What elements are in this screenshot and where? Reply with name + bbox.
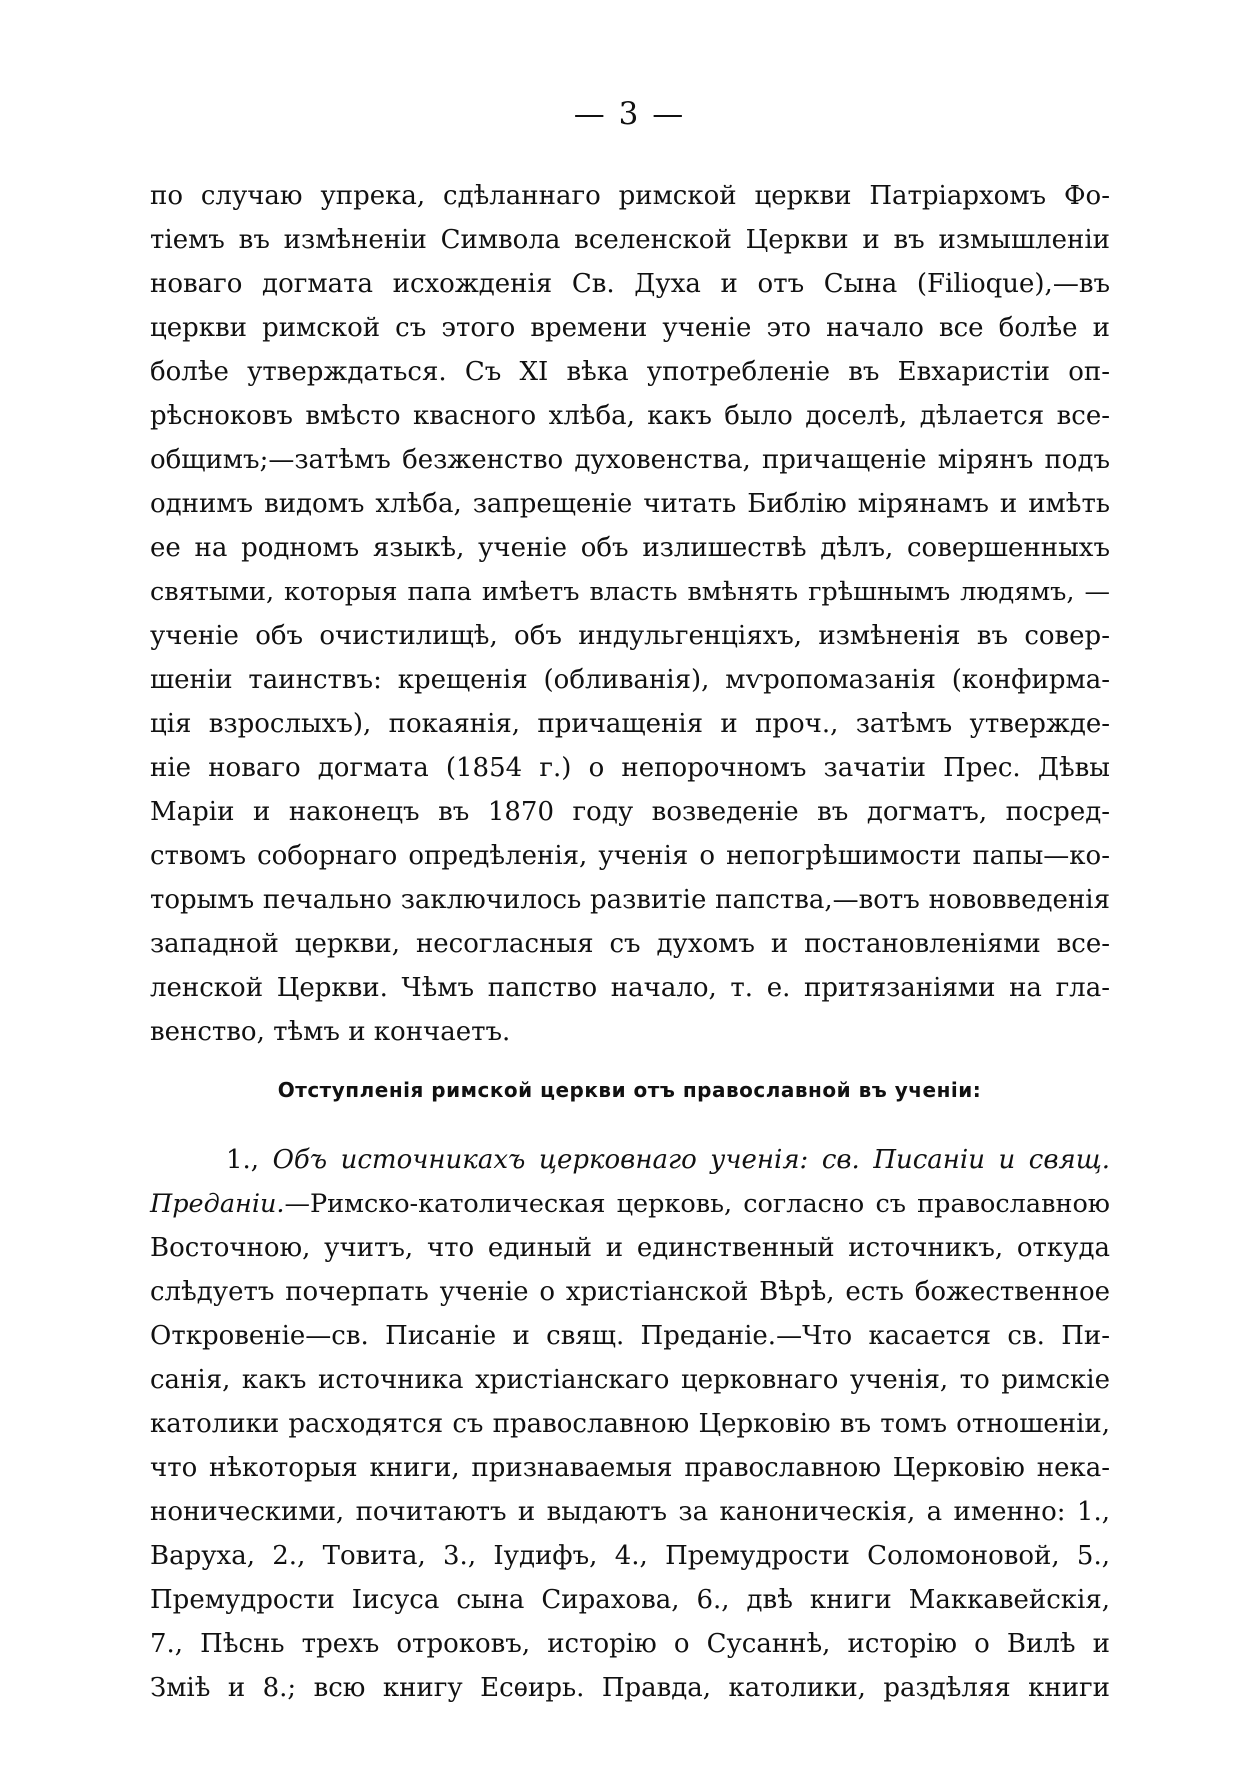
text-line: общимъ;—затѣмъ безженство духовенства, причащеніе мірянъ подъ bbox=[150, 445, 1110, 475]
text-line: церкви римской съ этого времени ученіе это начало все болѣе и bbox=[150, 313, 1110, 343]
text-line: что нѣкоторыя книги, признаваемыя православною Церковію нека- bbox=[150, 1453, 1110, 1483]
text-line bbox=[150, 1184, 1110, 1224]
item-number: 1., bbox=[226, 1145, 273, 1175]
text-line: Зміѣ и 8.; всю книгу Есѳирь. Правда, католики, раздѣляя книги bbox=[150, 1673, 1110, 1703]
text-line: западной церкви, несогласныя съ духомъ и постановленіями все- bbox=[150, 929, 1110, 959]
text-line: тіемъ въ измѣненіи Символа вселенской Церкви и въ измышленіи bbox=[150, 225, 1110, 255]
text-line: 7., Пѣснь трехъ отроковъ, исторію о Сусаннѣ, исторію о Вилѣ и bbox=[150, 1629, 1110, 1659]
text-line: ее на родномъ языкѣ, ученіе объ излишествѣ дѣлъ, совершенныхъ bbox=[150, 533, 1110, 563]
text-line bbox=[226, 1140, 1110, 1180]
section-heading: Отступленія римской церкви отъ православной въ ученіи: bbox=[277, 1078, 982, 1102]
text-line: Маріи и наконецъ въ 1870 году возведеніе въ догматъ, посред- bbox=[150, 797, 1110, 827]
text-line: Откровеніе—св. Писаніе и свящ. Преданіе.—Что касается св. Пи- bbox=[150, 1321, 1110, 1351]
text-line: однимъ видомъ хлѣба, запрещеніе читать Библію мірянамъ и имѣть bbox=[150, 489, 1110, 519]
text-line: новаго догмата исхожденія Св. Духа и отъ Сына (Filioque),—въ bbox=[150, 269, 1110, 299]
italic-subheading: Объ источникахъ церковнаго ученія: св. Писаніи и свящ. bbox=[272, 1145, 1110, 1175]
text-line: венство, тѣмъ и кончаетъ. bbox=[150, 1017, 511, 1047]
text-line: Премудрости Іисуса сына Сирахова, 6., двѣ книги Маккавейскія, bbox=[150, 1585, 1110, 1615]
text-line: рѣсноковъ вмѣсто квасного хлѣба, какъ было доселѣ, дѣлается все- bbox=[150, 401, 1110, 431]
text-line: ствомъ соборнаго опредѣленія, ученія о непогрѣшимости папы—ко- bbox=[150, 841, 1110, 871]
text-span: —Римско-католическая церковь, согласно съ православною bbox=[284, 1189, 1110, 1219]
text-line: ленской Церкви. Чѣмъ папство начало, т. е. притязаніями на гла- bbox=[150, 973, 1110, 1003]
text-line: Варуха, 2., Товита, 3., Іудифъ, 4., Премудрости Соломоновой, 5., bbox=[150, 1541, 1110, 1571]
text-line: слѣдуетъ почерпать ученіе о христіанской Вѣрѣ, есть божественное bbox=[150, 1277, 1110, 1307]
text-line: католики расходятся съ православною Церковію въ томъ отношеніи, bbox=[150, 1409, 1110, 1439]
text-line: ніе новаго догмата (1854 г.) о непорочномъ зачатіи Прес. Дѣвы bbox=[150, 753, 1110, 783]
text-line: болѣе утверждаться. Съ XI вѣка употребленіе въ Евхаристіи оп- bbox=[150, 357, 1110, 387]
text-line: Восточною, учитъ, что единый и единственный источникъ, откуда bbox=[150, 1233, 1110, 1263]
italic-subheading: Преданіи. bbox=[150, 1189, 285, 1219]
text-line: санія, какъ источника христіанскаго церковнаго ученія, то римскіе bbox=[150, 1365, 1110, 1395]
text-line: ція взрослыхъ), покаянія, причащенія и проч., затѣмъ утвержде- bbox=[150, 709, 1110, 739]
text-line: по случаю упрека, сдѣланнаго римской церкви Патріархомъ Фо- bbox=[150, 181, 1110, 211]
page-number: — 3 — bbox=[573, 96, 686, 132]
text-line: торымъ печально заключилось развитіе папства,—вотъ нововведенія bbox=[150, 885, 1110, 915]
text-line: ноническими, почитаютъ и выдаютъ за каноническія, а именно: 1., bbox=[150, 1497, 1110, 1527]
text-line: ученіе объ очистилищѣ, объ индульгенціяхъ, измѣненія въ совер- bbox=[150, 621, 1110, 651]
text-line: шеніи таинствъ: крещенія (обливанія), мѵропомазанія (конфирма- bbox=[150, 665, 1110, 695]
text-line: святыми, которыя папа имѣетъ власть вмѣнять грѣшнымъ людямъ, — bbox=[150, 577, 1110, 607]
